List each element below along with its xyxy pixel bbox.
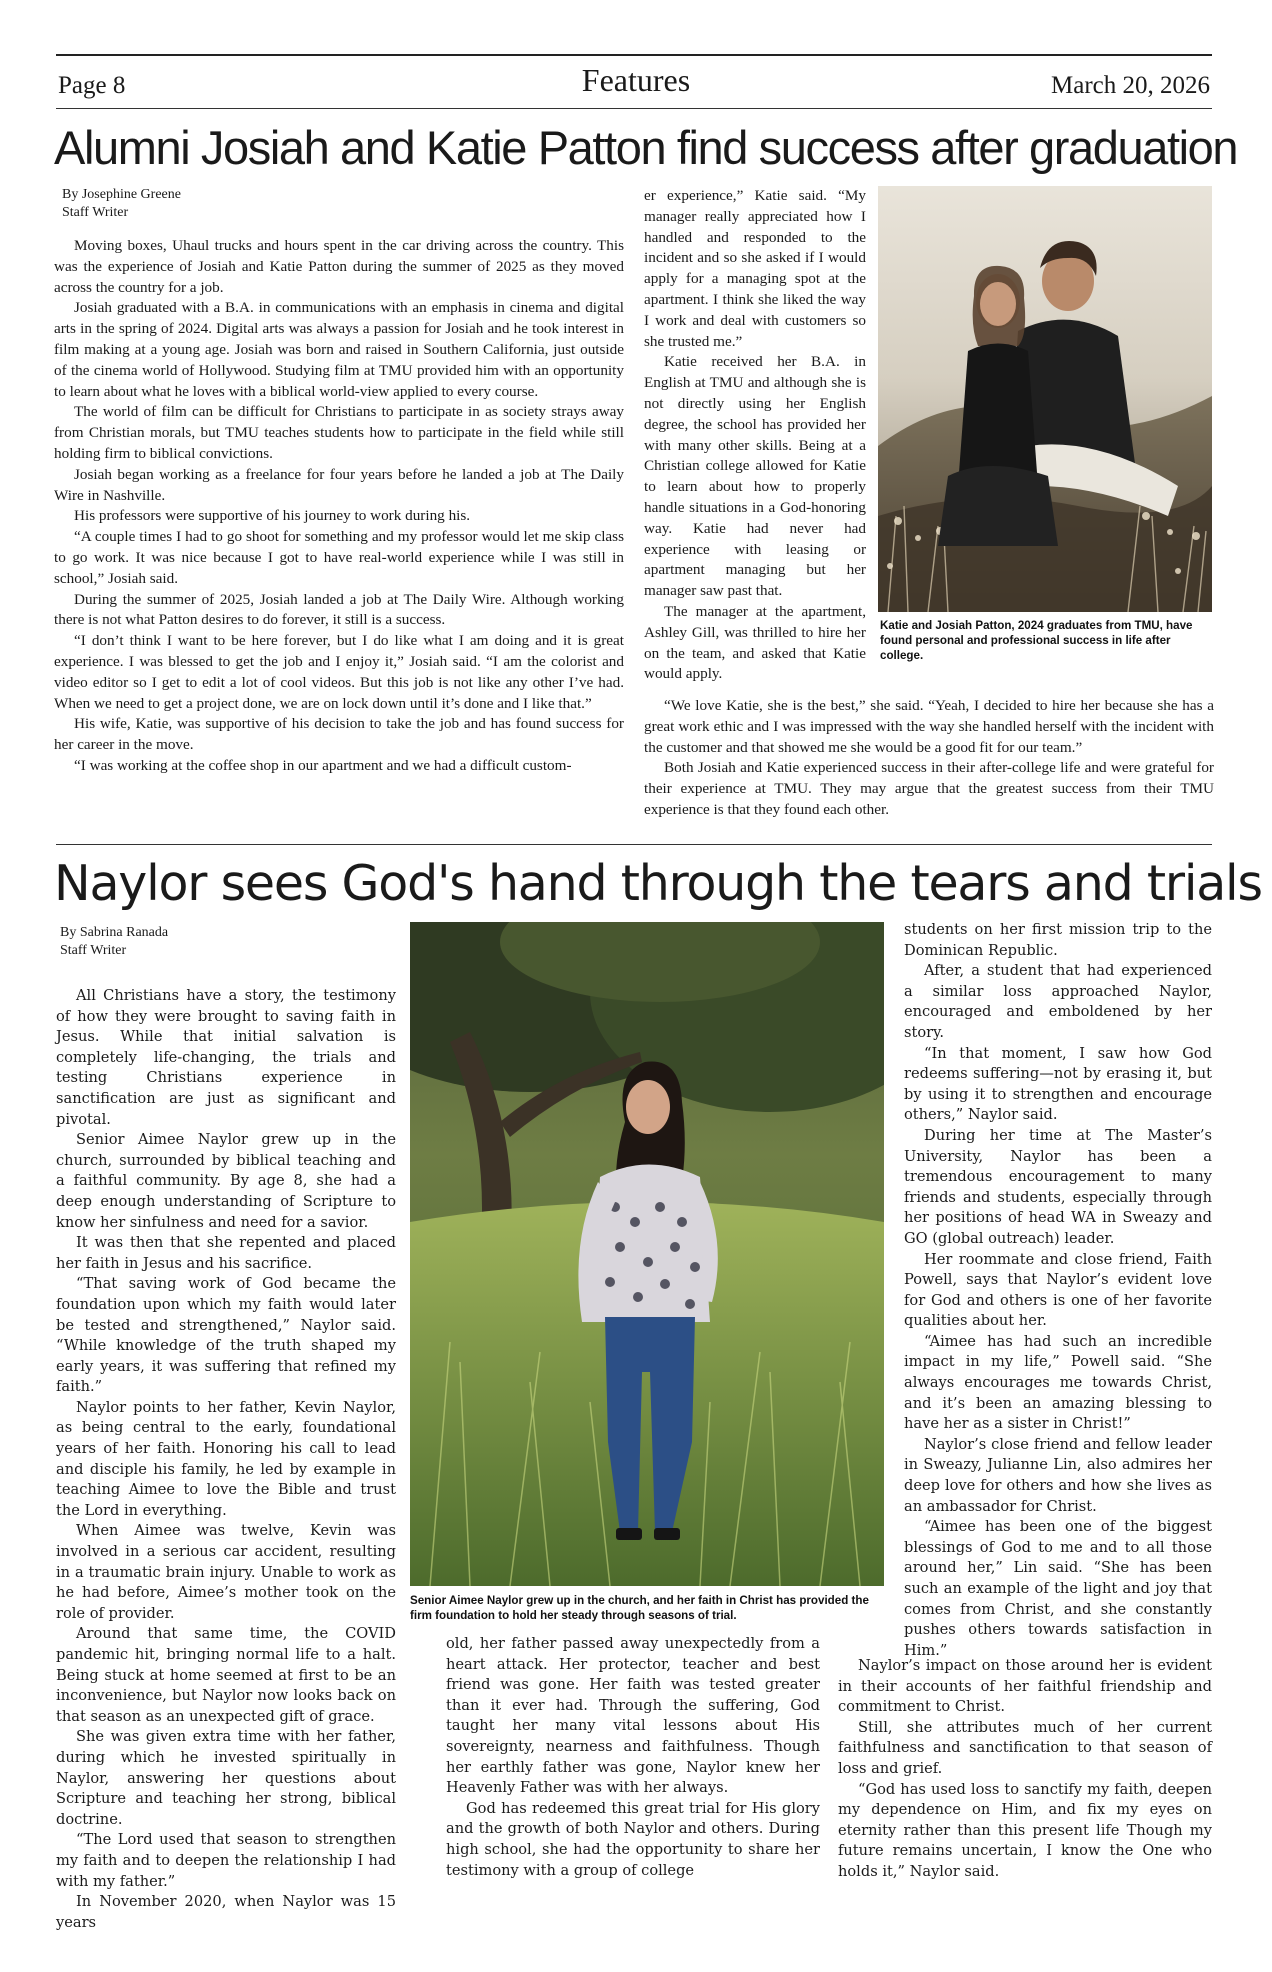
section-name: Features xyxy=(581,62,691,98)
article2-photo-naylor xyxy=(410,922,884,1586)
article1-byline-role: Staff Writer xyxy=(62,205,129,220)
article2-paragraph: “In that moment, I saw how God redeems suffering—not by erasing it, but by using it to strengthen and encourage others,” Naylor said. xyxy=(904,1044,1212,1124)
article1-paragraph: During the summer of 2025, Josiah landed a job at The Daily Wire. Although working there is not what Patton desires to do forever, it still is a success. xyxy=(54,590,624,629)
article2-byline-role: Staff Writer xyxy=(60,943,127,958)
article2-headline: Naylor sees God's hand through the tears and trials xyxy=(54,855,1262,912)
article1-paragraph: er experience,” Katie said. “My manager really appreciated how I handled and responded to the incident and so she asked if I would apply for a managing spot at the apartment. I think she liked the way I work and deal with customers so she trusted me.” xyxy=(644,187,866,350)
article2-paragraph: After, a student that had experienced a similar loss approached Naylor, encouraged and emboldened by her story. xyxy=(904,962,1212,1041)
page-number: Page 8 xyxy=(58,72,126,99)
article1-paragraph: Josiah began working as a freelance for four years before he landed a job at The Daily Wire in Nashville. xyxy=(54,465,624,504)
article2-paragraph: “Aimee has been one of the biggest blessings of God to me and to all those around her,” Lin said. “She has been such an example of the light and joy that comes from Christ, and she constantly pushes others towards satisfaction in Him.” xyxy=(904,1518,1212,1659)
article1-column-middle xyxy=(644,186,866,685)
article2-column-right xyxy=(904,920,1212,1661)
article2-paragraph: Her roommate and close friend, Faith Powell, says that Naylor’s evident love for God and others is one of her favorite qualities about her. xyxy=(904,1250,1212,1330)
article2-column-middle xyxy=(446,1634,820,1881)
article1-headline: Alumni Josiah and Katie Patton find success after graduation xyxy=(54,121,1238,174)
article2-paragraph: Naylor’s impact on those around her is evident in their accounts of her faithful friendship and commitment to Christ. xyxy=(838,1657,1212,1716)
article1-column-bottom xyxy=(644,696,1214,821)
article2-paragraph: All Christians have a story, the testimony of how they were brought to saving faith in Jesus. While that initial salvation is completely life-changing, the trials and testing Christians experience in sanctification are just as significant and pivotal. xyxy=(56,987,396,1128)
folio-rule xyxy=(56,108,1212,109)
article1-paragraph: Josiah graduated with a B.A. in communications with an emphasis in cinema and digital arts in the spring of 2024. Digital arts was always a passion for Josiah and he took interest in film making at a young age. Josiah was born and raised in Southern California, just outside of the cinema world of Hollywood. Studying film at TMU provided him with an opportunity to learn about what he loves with a biblical world-view applied to every course. xyxy=(54,299,624,400)
article2-paragraph: “Aimee has had such an incredible impact in my life,” Powell said. “She always encourages me towards Christ, and it’s been an amazing blessing to have her as a sister in Christ!” xyxy=(904,1332,1212,1433)
article2-paragraph: Still, she attributes much of her current faithfulness and sanctification to that season of loss and grief. xyxy=(838,1718,1212,1777)
article2-paragraph: “That saving work of God became the foundation upon which my faith would later be tested and strengthened,” Naylor said. “While knowledge of the truth shaped my early years, it was suffering that refined my faith.” xyxy=(56,1275,396,1396)
article2-paragraph: She was given extra time with her father, during which he invested spiritually in Naylor, answering her questions about Scripture and teaching her strong, biblical doctrine. xyxy=(56,1728,396,1828)
article2-paragraph: It was then that she repented and placed her faith in Jesus and his sacrifice. xyxy=(56,1234,396,1272)
naylor-photo-illustration xyxy=(410,922,884,1586)
article1-paragraph: His professors were supportive of his journey to work during his. xyxy=(74,507,471,525)
article2-paragraph: When Aimee was twelve, Kevin was involved in a serious car accident, resulting in a traumatic brain injury. Unable to work as he had before, Aimee’s mother took on the role of provider. xyxy=(56,1522,396,1622)
article1-paragraph: “A couple times I had to go shoot for something and my professor would let me skip class to go work. It was nice because I got to have real-world experience while I was still in school,” Josiah said. xyxy=(54,528,624,587)
article2-paragraph: Senior Aimee Naylor grew up in the church, surrounded by biblical teaching and a faithful community. By age 8, she had a deep enough understanding of Scripture to know her sinfulness and need for a savior. xyxy=(56,1131,396,1231)
couple-photo-illustration xyxy=(878,186,1212,612)
article1-paragraph: “We love Katie, she is the best,” she said. “Yeah, I decided to hire her because she has a great work ethic and I was impressed with the way she handled herself with the incident with the customer and that showed me she would be a good fit for our team.” xyxy=(644,697,1214,756)
article1-column-left xyxy=(54,236,624,777)
article2-paragraph: Naylor’s close friend and fellow leader in Sweazy, Julianne Lin, also admires her deep love for others and how she lives as an ambassador for Christ. xyxy=(904,1435,1212,1515)
article1-paragraph: The manager at the apartment, Ashley Gill, was thrilled to hire her on the team, and asked that Katie would apply. xyxy=(644,602,866,683)
article2-paragraph: “God has used loss to sanctify my faith, deepen my dependence on Him, and fix my eyes on eternity rather than this present life Though my future remains uncertain, I know the One who holds it,” Naylor said. xyxy=(838,1780,1212,1880)
article2-paragraph: Naylor points to her father, Kevin Naylor, as being central to the early, foundational years of her faith. Honoring his call to lead and disciple his family, he led by example in teaching Aimee to love the Bible and trust the Lord in everything. xyxy=(56,1398,396,1519)
article1-byline xyxy=(62,186,181,222)
article2-paragraph: “The Lord used that season to strengthen my faith and to deepen the relationship I had with my father.” xyxy=(56,1831,396,1890)
article1-photo-caption: Katie and Josiah Patton, 2024 graduates from TMU, have found personal and professional success in life after college. xyxy=(880,619,1193,662)
article1-photo-couple xyxy=(878,186,1212,612)
article2-paragraph: Around that same time, the COVID pandemic hit, bringing normal life to a halt. Being stuck at home seemed at first to be an inconvenience, but Naylor now looks back on that season as an unexpected gift of grace. xyxy=(56,1625,396,1725)
article1-paragraph: “I don’t think I want to be here forever, but I do like what I am doing and it is great experience. I was blessed to get the job and I enjoy it,” Josiah said. “I am the colorist and video editor so I get to edit a lot of cool videos. But this job is not like any other I’ve had. When we need to get a project done, we are on lock down until it’s done and I like that.” xyxy=(54,632,624,712)
article1-paragraph: His wife, Katie, was supportive of his decision to take the job and has found success for her career in the move. xyxy=(54,715,624,754)
article-divider xyxy=(56,844,1212,845)
article2-column-left xyxy=(56,986,396,1933)
article1-byline-name: By Josephine Greene xyxy=(62,187,181,202)
article1-paragraph: Moving boxes, Uhaul trucks and hours spent in the car driving across the country. This was the experience of Josiah and Katie Patton during the summer of 2025 as they moved across the country for a job. xyxy=(54,237,624,296)
article2-byline-name: By Sabrina Ranada xyxy=(60,925,169,940)
article2-paragraph: God has redeemed this great trial for His glory and the growth of both Naylor and others. During high school, she had the opportunity to share her testimony with a group of college xyxy=(446,1799,820,1879)
article1-paragraph: “I was working at the coffee shop in our apartment and we had a difficult custom- xyxy=(74,756,572,774)
article2-photo-caption: Senior Aimee Naylor grew up in the church, and her faith in Christ has provided the firm foundation to hold her steady through seasons of trial. xyxy=(410,1594,869,1622)
article2-column-right-bottom xyxy=(838,1656,1212,1883)
article2-paragraph: old, her father passed away unexpectedly from a heart attack. Her protector, teacher and best friend was gone. Her faith was tested greater than it ever had. Through the suffering, God taught her many vital lessons about His sovereignty, nearness and faithfulness. Though her earthly father was gone, Naylor knew her Heavenly Father was with her always. xyxy=(446,1635,820,1797)
article2-paragraph: During her time at The Master’s University, Naylor has been a tremendous encouragement to many friends and students, especially through her positions of head WA in Sweazy and GO (global outreach) leader. xyxy=(904,1126,1212,1247)
article2-paragraph: students on her first mission trip to the Dominican Republic. xyxy=(904,921,1212,959)
article1-paragraph: The world of film can be difficult for Christians to participate in as society strays away from Christian morals, but TMU teaches students how to participate in the field while still holding firm to biblical convictions. xyxy=(54,403,624,462)
issue-date: March 20, 2026 xyxy=(1051,72,1210,99)
top-rule xyxy=(56,54,1212,56)
article2-paragraph: In November 2020, when Naylor was 15 years xyxy=(56,1893,396,1931)
article1-paragraph: Katie received her B.A. in English at TMU and although she is not directly using her English degree, the school has provided her with many other skills. Being at a Christian college allowed for Katie to learn about how to properly handle situations in a God-honoring way. Katie had never had experience with leasing or apartment managing but her manager saw past that. xyxy=(644,353,866,600)
article2-byline xyxy=(60,924,168,960)
article1-paragraph: Both Josiah and Katie experienced success in their after-college life and were grateful for their experience at TMU. They may argue that the greatest success from their TMU experience is that they found each other. xyxy=(644,759,1214,818)
